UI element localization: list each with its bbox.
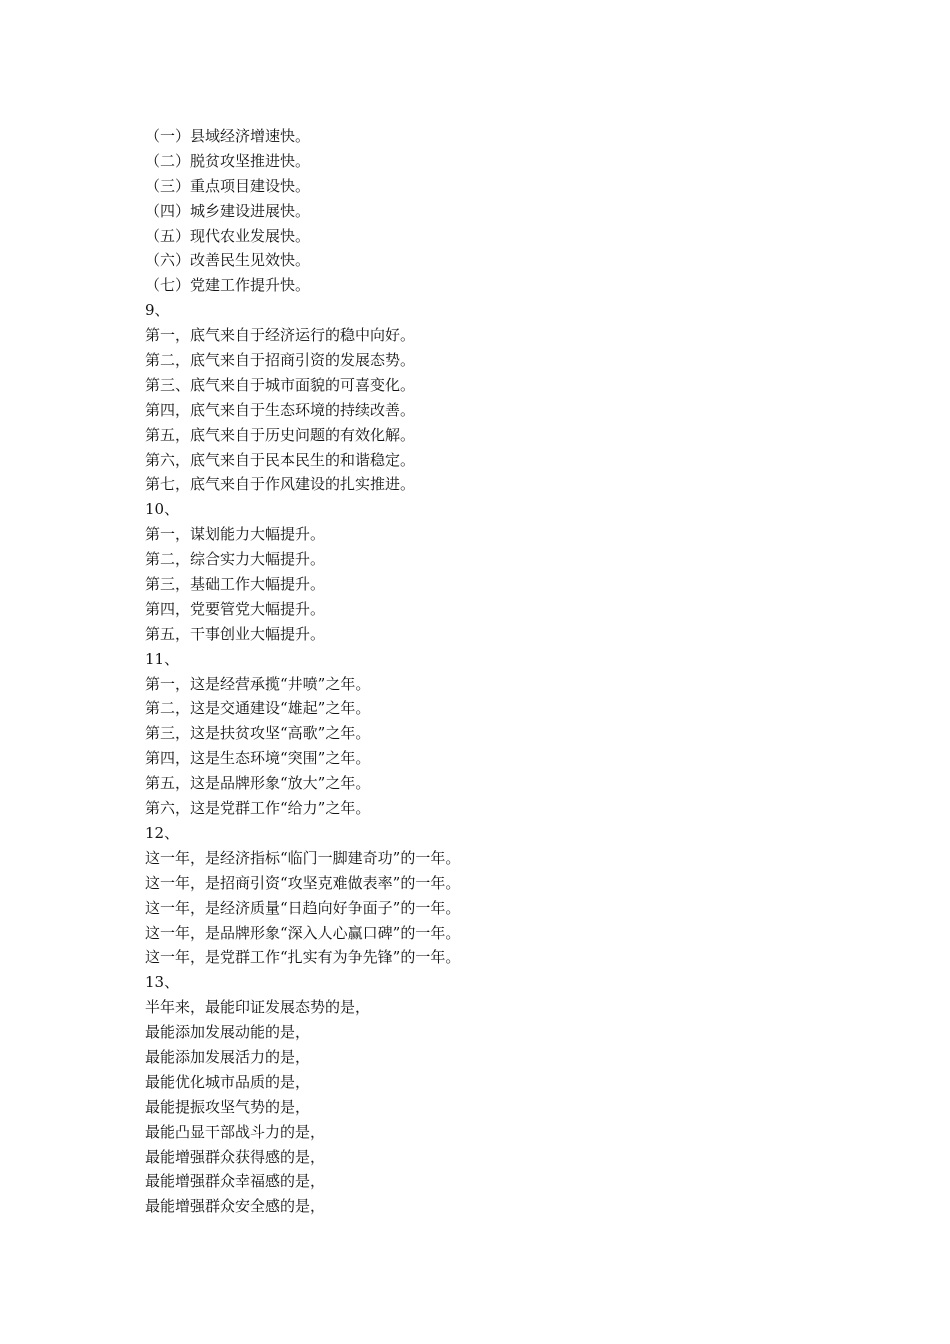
text-line: （二）脱贫攻坚推进快。 xyxy=(145,151,311,170)
text-line: 第六，这是党群工作“给力”之年。 xyxy=(145,799,371,818)
document-body xyxy=(145,124,845,1219)
text-line: 最能添加发展动能的是， xyxy=(145,1023,311,1042)
text-line: 最能优化城市品质的是， xyxy=(145,1072,311,1091)
text-line: 第四，底气来自于生态环境的持续改善。 xyxy=(145,400,416,419)
text-line: 第二，综合实力大幅提升。 xyxy=(145,550,326,569)
text-line: 最能增强群众幸福感的是， xyxy=(145,1172,326,1191)
text-line: （四）城乡建设进展快。 xyxy=(145,201,311,220)
text-line: 第三，基础工作大幅提升。 xyxy=(145,575,326,594)
text-line: （一）县域经济增速快。 xyxy=(145,127,311,145)
text-line: 最能增强群众安全感的是， xyxy=(145,1197,326,1216)
text-line: 这一年，是招商引资“攻坚克难做表率”的一年。 xyxy=(145,873,461,892)
text-line: 第六，底气来自于民本民生的和谐稳定。 xyxy=(145,450,416,469)
text-line: 最能添加发展活力的是， xyxy=(145,1047,311,1066)
text-line: 半年来，最能印证发展态势的是， xyxy=(145,998,371,1017)
text-line: 第二，这是交通建设“雄起”之年。 xyxy=(145,699,371,718)
text-line: 第五，这是品牌形象“放大”之年。 xyxy=(145,774,371,793)
text-line: （五）现代农业发展快。 xyxy=(145,226,311,245)
text-line: 第三、底气来自于城市面貌的可喜变化。 xyxy=(145,375,416,394)
section-number: 12、 xyxy=(145,823,180,842)
text-line: 这一年，是品牌形象“深入人心赢口碑”的一年。 xyxy=(145,923,461,942)
section-number: 9、 xyxy=(145,301,170,320)
text-line: （七）党建工作提升快。 xyxy=(145,276,311,295)
text-line: 第一，谋划能力大幅提升。 xyxy=(145,525,326,544)
text-line: 第七，底气来自于作风建设的扎实推进。 xyxy=(145,475,416,494)
section-number: 13、 xyxy=(145,973,180,992)
text-line: 第四，这是生态环境“突围”之年。 xyxy=(145,749,371,768)
text-line: 这一年，是党群工作“扎实有为争先锋”的一年。 xyxy=(145,948,461,967)
text-line: 最能提振攻坚气势的是， xyxy=(145,1097,311,1116)
text-line: 这一年，是经济质量“日趋向好争面子”的一年。 xyxy=(145,898,461,917)
text-line: 第五，底气来自于历史问题的有效化解。 xyxy=(145,425,416,444)
text-line: 第一，底气来自于经济运行的稳中向好。 xyxy=(145,326,416,345)
text-line: 最能增强群众获得感的是， xyxy=(145,1147,326,1166)
text-line: （六）改善民生见效快。 xyxy=(145,251,311,270)
text-line: 第三，这是扶贫攻坚“高歌”之年。 xyxy=(145,724,371,743)
text-line: 第五，干事创业大幅提升。 xyxy=(145,624,326,643)
text-line: 这一年，是经济指标“临门一脚建奇功”的一年。 xyxy=(145,848,461,867)
text-line: 第二，底气来自于招商引资的发展态势。 xyxy=(145,351,416,370)
text-line: 第一，这是经营承揽“井喷”之年。 xyxy=(145,674,371,693)
section-number: 10、 xyxy=(145,500,180,519)
text-line: 最能凸显干部战斗力的是， xyxy=(145,1122,326,1141)
text-line: （三）重点项目建设快。 xyxy=(145,176,311,195)
text-line: 第四，党要管党大幅提升。 xyxy=(145,599,326,618)
section-number: 11、 xyxy=(145,649,180,668)
